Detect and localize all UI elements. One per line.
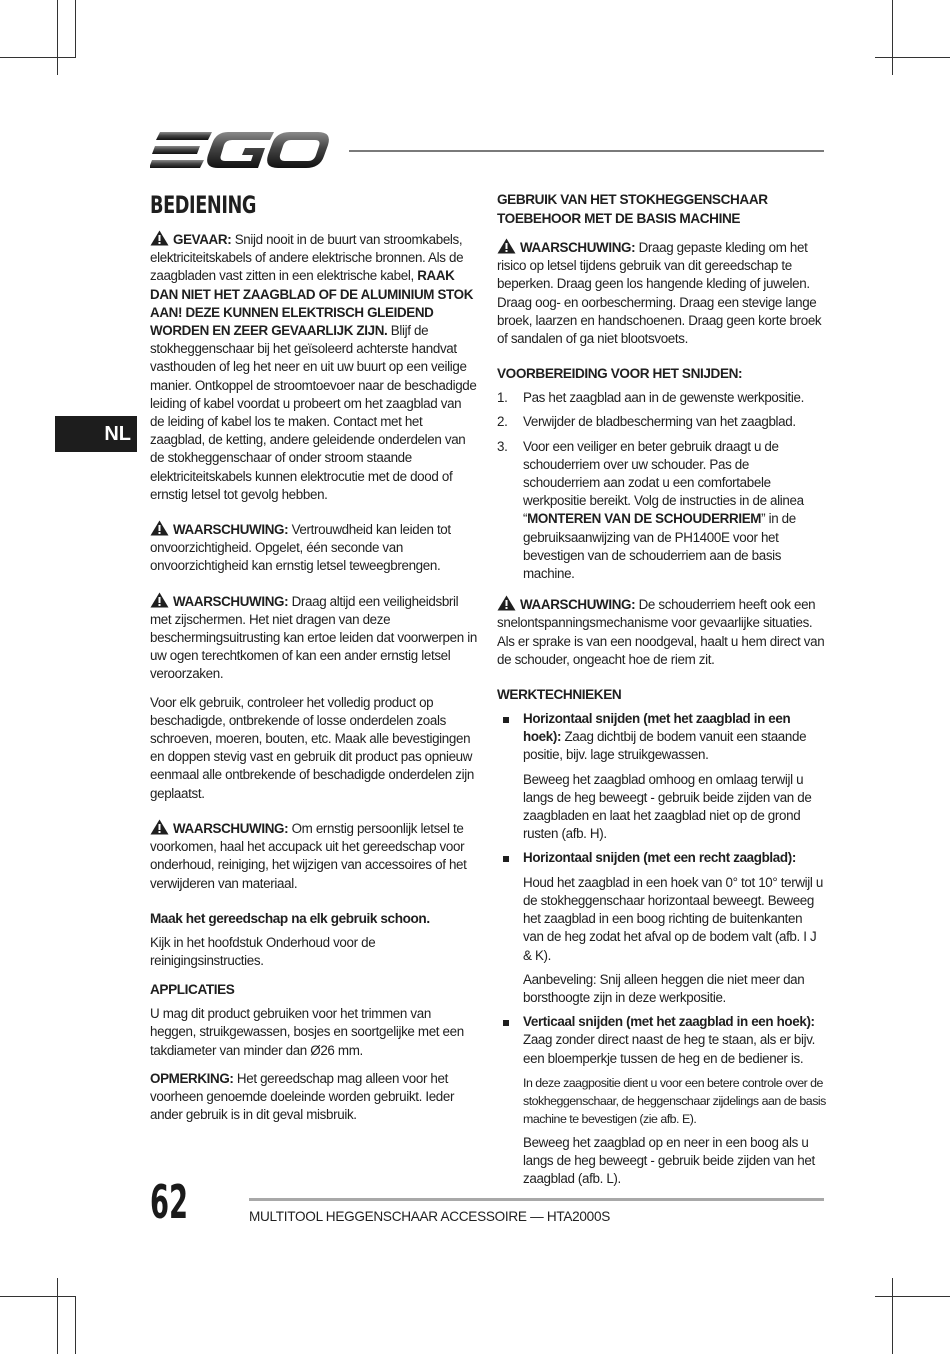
preparation-heading: VOORBEREIDING VOOR HET SNIJDEN: xyxy=(497,366,743,382)
list-item xyxy=(497,1013,826,1188)
technique-detail: Beweeg het zaagblad op en neer in een boog als u langs de heg beweegt - gebruik beide zijden van het zaagblad (afb. L). xyxy=(523,1134,815,1187)
technique-recommendation: Aanbeveling: Snij alleen heggen die niet meer dan borsthoogte zijn in deze werkpositie. xyxy=(523,971,805,1005)
crop-mark xyxy=(892,0,893,75)
warning-label: WAARSCHUWING: xyxy=(520,240,636,255)
bullet-square-icon xyxy=(503,856,509,862)
warning-paragraph xyxy=(150,520,478,576)
list-item xyxy=(497,710,826,843)
step-bold-text: MONTEREN VAN DE SCHOUDERRIEM xyxy=(527,511,762,527)
technique-title: Horizontaal snijden (met een recht zaagblad): xyxy=(523,850,796,866)
list-item xyxy=(497,389,826,407)
note-text: Het gereedschap mag alleen voor het voorheen genoemde doeleinde worden gebruikt. Ieder ander gebruik is in dit geval misbruik. xyxy=(150,1070,455,1123)
warning-triangle-icon xyxy=(150,230,169,246)
technique-title: Horizontaal snijden (met het zaagblad in een hoek): xyxy=(523,711,791,745)
crop-mark xyxy=(0,57,75,58)
warning-text: Vertrouwdheid kan leiden tot onvoorzichtigheid. Opgelet, één seconde van onvoorzichtigheid kan ernstig letsel teweegbrengen. xyxy=(150,522,451,574)
warning-paragraph xyxy=(497,595,826,669)
list-item xyxy=(497,413,826,431)
preparation-steps xyxy=(497,389,826,583)
warning-triangle-icon xyxy=(497,238,516,254)
step-text: Verwijder de bladbescherming van het zaagblad. xyxy=(523,414,796,430)
crop-mark xyxy=(75,1296,76,1354)
danger-bold-text: RAAK DAN NIET HET ZAAGBLAD OF DE ALUMINIUM STOK AAN! DEZE KUNNEN ELEKTRISCH GLEIDEND WORDEN EN ZEER GEVAARLIJK ZIJN. xyxy=(150,268,474,339)
clean-text: Kijk in het hoofdstuk Onderhoud voor de reinigingsinstructies. xyxy=(150,934,376,968)
warning-text: De schouderriem heeft ook een snelontspanningsmechanisme voor gevaarlijke situaties. Als er sprake is van een noodgeval, haalt u hem direct van de schouder, ongeacht hoe de riem zit. xyxy=(497,597,825,667)
ego-logo xyxy=(150,130,332,172)
usage-heading: GEBRUIK VAN HET STOKHEGGENSCHAAR TOEBEHOOR MET DE BASIS MACHINE xyxy=(497,192,768,226)
step-text: Voor een veiliger en beter gebruik draagt u de schouderriem over uw schouder. Pas de schouderriem aan zodat u een comfortabele werkpositie bereikt. Volg de instructies in de alinea “ xyxy=(523,438,804,527)
warning-label: WAARSCHUWING: xyxy=(173,593,289,609)
techniques-list xyxy=(497,710,826,1188)
warning-text: Draag gepaste kleding om het risico op letsel tijdens gebruik van dit gereedschap te beperken. Draag geen los hangende kleding of juwelen. Draag oog- en oorbescherming. Draag een stevige lange broek, laarzen en handschoenen. Draag geen korte broek of sandalen of ga niet blootsvoets. xyxy=(497,240,822,347)
warning-label: WAARSCHUWING: xyxy=(520,597,636,613)
warning-triangle-icon xyxy=(150,520,169,536)
warning-triangle-icon xyxy=(150,819,169,835)
applications-text: U mag dit product gebruiken voor het trimmen van heggen, struikgewassen, bosjes en soortgelijke met een takdiameter van minder dan Ø26 mm. xyxy=(150,1006,464,1058)
danger-paragraph xyxy=(150,230,478,504)
warning-paragraph xyxy=(150,592,478,684)
technique-detail: Beweeg het zaagblad omhoog en omlaag terwijl u langs de heg beweegt - gebruik beide zijden van de zaagbladen en laat het zaagblad niet op de grond rusten (afb. H). xyxy=(523,771,812,842)
technique-intro xyxy=(523,1013,826,1068)
page-number: 62 xyxy=(150,1175,189,1229)
warning-paragraph xyxy=(150,819,478,893)
warning-text: Om ernstig persoonlijk letsel te voorkomen, haal het accupack uit het gereedschap voor onderhoud, reiniging, het wijzigen van accessoires of het verwijderen van materiaal. xyxy=(150,820,467,891)
applications-heading: APPLICATIES xyxy=(150,982,235,998)
footer-title: MULTITOOL HEGGENSCHAAR ACCESSOIRE — HTA2000S xyxy=(249,1209,610,1224)
step-number: 2. xyxy=(497,414,508,430)
technique-intro xyxy=(523,710,826,765)
step-number: 3. xyxy=(497,438,508,454)
list-item xyxy=(497,849,826,1007)
bullet-square-icon xyxy=(503,717,509,723)
step-text: Pas het zaagblad aan in de gewenste werkpositie. xyxy=(523,390,804,406)
crop-mark xyxy=(875,1296,950,1297)
left-column xyxy=(150,190,478,1124)
note-label: OPMERKING: xyxy=(150,1070,234,1086)
warning-label: WAARSCHUWING: xyxy=(173,522,289,538)
step-text-continued: ” in de gebruiksaanwijzing van de PH1400E voor het bevestigen van de schouderriem aan de basis machine. xyxy=(523,511,796,582)
danger-text: Snijd nooit in de buurt van stroomkabels, elektriciteitskabels of andere elektrische bronnen. Als de zaagbladen vast zitten in een elektrische kabel, xyxy=(150,232,464,284)
technique-detail: Houd het zaagblad in een hoek van 0° tot 10° terwijl u de stokheggenschaar horizontaal beweegt. Beweeg het zaagblad in een boog richting de buitenkanten van de heg zodat het afval op de bodem valt (afb. I J & K). xyxy=(523,874,824,963)
technique-text: Zaag dichtbij de bodem vanuit een staande positie, bijv. lage struikgewassen. xyxy=(523,729,807,763)
crop-mark xyxy=(57,1278,58,1354)
step-number: 1. xyxy=(497,390,508,406)
bullet-square-icon xyxy=(503,1020,509,1026)
warning-text: Draag altijd een veiligheidsbril met zijschermen. Het niet dragen van deze beschermingsuitrusting kan ertoe leiden dat voorwerpen in uw ogen terechtkomen of kan een ander ernstig letsel veroorzaken. xyxy=(150,593,477,682)
techniques-heading: WERKTECHNIEKEN xyxy=(497,687,622,703)
crop-mark xyxy=(892,1278,893,1354)
danger-text-continued: Blijf de stokheggenschaar bij het geïsoleerd achterste handvat vasthouden of leg het neer en uit uw buurt op een veilige manier. Ontkoppel de stroomtoevoer naar de beschadigde leiding of kabel voordat u probeert om het zaagblad van de leiding of kabel los te maken. Contact met het zaagblad, de ketting, andere geleidende onderdelen van de stokheggenschaar of onder stroom staande elektriciteitskabels kunnen elektrocutie met de dood of ernstig letsel tot gevolg hebben. xyxy=(150,323,477,502)
footer-rule xyxy=(249,1198,824,1201)
list-item xyxy=(497,438,826,584)
crop-mark xyxy=(875,57,950,58)
technique-intro xyxy=(523,849,826,867)
technique-detail: In deze zaagpositie dient u voor een betere controle over de stokheggenschaar, de heggenschaar zijdelings aan de basis machine te bevestigen (zie afb. E). xyxy=(523,1075,826,1126)
danger-label: GEVAAR: xyxy=(173,232,232,247)
note-paragraph xyxy=(150,1070,478,1125)
crop-mark xyxy=(75,0,76,58)
inspection-paragraph: Voor elk gebruik, controleer het volledig product op beschadigde, ontbrekende of losse onderdelen zoals schroeven, moeren, bouten, etc. Maak alle bevestigingen en doppen stevig vast en gebruik dit product pas opnieuw eenmaal alle ontbrekende of beschadigde onderdelen zijn geplaatst. xyxy=(150,694,474,801)
header-rule xyxy=(349,150,824,152)
language-tab: NL xyxy=(55,416,137,452)
warning-triangle-icon xyxy=(150,592,169,608)
warning-triangle-icon xyxy=(497,595,516,611)
crop-mark xyxy=(0,1296,75,1297)
right-column xyxy=(497,190,826,1194)
warning-paragraph xyxy=(497,238,826,348)
technique-title: Verticaal snijden (met het zaagblad in een hoek): xyxy=(523,1014,815,1030)
clean-heading: Maak het gereedschap na elk gebruik schoon. xyxy=(150,910,430,926)
section-title: BEDIENING xyxy=(150,191,257,219)
warning-label: WAARSCHUWING: xyxy=(173,820,289,836)
crop-mark xyxy=(57,0,58,75)
technique-text: Zaag zonder direct naast de heg te staan, als er bijv. een bloemperkje tussen de heg en de bediener is. xyxy=(523,1032,815,1066)
